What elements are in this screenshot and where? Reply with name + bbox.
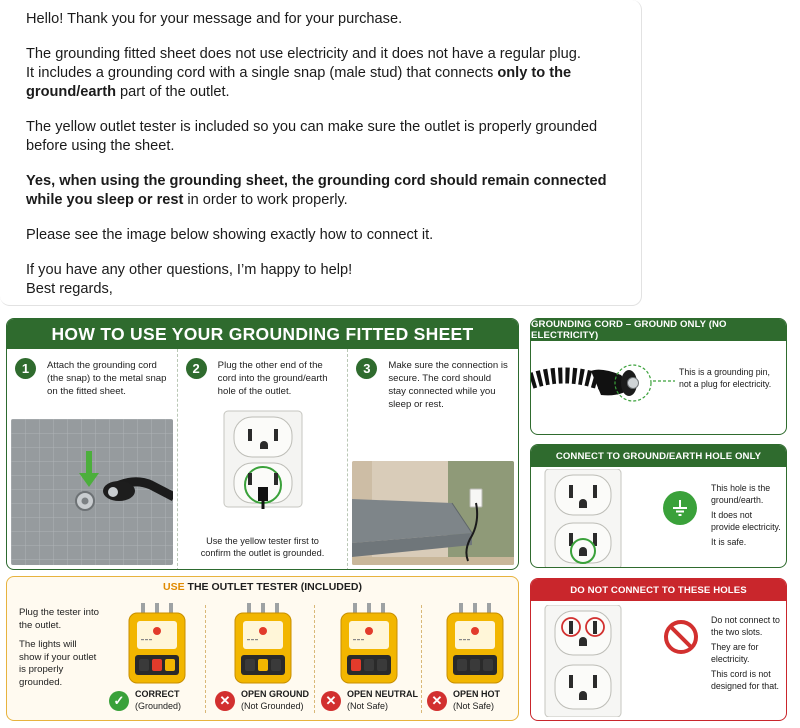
label-line bbox=[357, 639, 360, 640]
indicator-light bbox=[364, 659, 374, 671]
donot-panel-title: DO NOT CONNECT TO THESE HOLES bbox=[531, 579, 786, 601]
outlet-plug-image bbox=[218, 409, 308, 509]
connect-panel-text bbox=[711, 483, 783, 553]
step-3 bbox=[348, 349, 518, 570]
tester-result-open-hot bbox=[425, 599, 529, 717]
tester-instruction-2: The lights will show if your outlet is properly grounded. bbox=[19, 639, 97, 688]
result-title: OPEN GROUND bbox=[241, 689, 310, 699]
cord-text-2: not a plug for electricity. bbox=[679, 378, 772, 389]
steps-row bbox=[7, 349, 518, 570]
step-text: Make sure the connection is secure. The cord should stay connected while you sleep or rest. bbox=[388, 360, 508, 410]
label-line bbox=[141, 639, 144, 640]
guide-panel bbox=[6, 318, 519, 570]
tester-result-correct bbox=[107, 599, 211, 717]
indicator-light bbox=[351, 659, 361, 671]
result-title: OPEN NEUTRAL bbox=[347, 689, 419, 699]
tester-device-icon bbox=[425, 599, 529, 685]
p1-bold: only to the ground/earth bbox=[26, 65, 572, 100]
tester-device-icon bbox=[319, 599, 423, 685]
label-line bbox=[463, 639, 466, 640]
tester-result-open-neutral bbox=[319, 599, 423, 717]
indicator-light bbox=[258, 659, 268, 671]
greeting: Hello! Thank you for your message and for your purchase. bbox=[26, 11, 403, 27]
label-line bbox=[251, 639, 254, 640]
step-number: 1 bbox=[15, 358, 36, 379]
message-paragraph-5: If you have any other questions, I’m happy to help! bbox=[26, 262, 353, 278]
result-sub: (Not Safe) bbox=[453, 700, 495, 711]
x-icon: ✕ bbox=[427, 691, 447, 711]
ground-icon bbox=[670, 498, 690, 518]
step-text: Attach the grounding cord (the snap) to the metal snap on the fitted sheet. bbox=[47, 360, 167, 397]
label-line bbox=[361, 639, 364, 640]
indicator-light bbox=[483, 659, 493, 671]
p1-line-b: It includes a grounding cord with a single snap (male stud) that connects bbox=[26, 65, 498, 81]
connect-text-2: It does not provide electricity. bbox=[711, 510, 781, 532]
result-label bbox=[215, 689, 317, 712]
tester-panel bbox=[6, 576, 519, 721]
donot-text-2: They are for electricity. bbox=[711, 642, 759, 664]
sheet-snap-image bbox=[11, 419, 173, 565]
result-label bbox=[109, 689, 211, 712]
indicator-light bbox=[470, 659, 480, 671]
connect-text-3: It is safe. bbox=[711, 537, 747, 547]
cord-panel-title: GROUNDING CORD – GROUND ONLY (NO ELECTRICITY) bbox=[531, 319, 786, 341]
prohibited-icon bbox=[663, 619, 699, 655]
indicator-light bbox=[377, 659, 387, 671]
sheet-snap-illustration bbox=[11, 419, 173, 565]
donot-text-3: This cord is not designed for that. bbox=[711, 669, 779, 691]
label-line bbox=[145, 639, 148, 640]
signoff: Best regards, bbox=[26, 281, 113, 297]
label-line bbox=[149, 639, 152, 640]
message-paragraph-3 bbox=[26, 172, 616, 210]
label-line bbox=[255, 639, 258, 640]
message-paragraph-4: Please see the image below showing exactly how to connect it. bbox=[26, 227, 434, 243]
divider bbox=[205, 605, 206, 713]
indicator-light bbox=[245, 659, 255, 671]
outlet-slots-illustration bbox=[541, 605, 625, 717]
label-line bbox=[247, 639, 250, 640]
outlet-ground-illustration bbox=[541, 469, 625, 568]
message-paragraph-2: The yellow outlet tester is included so you can make sure the outlet is properly grounded before using the sheet. bbox=[26, 119, 598, 154]
step-number: 2 bbox=[186, 358, 207, 379]
tester-logo bbox=[471, 627, 479, 635]
result-sub: (Grounded) bbox=[135, 700, 182, 711]
p3-bold: Yes, when using the grounding sheet, the grounding cord should remain connected while you sleep or rest bbox=[26, 173, 607, 208]
tester-logo bbox=[365, 627, 373, 635]
guide-title: HOW TO USE YOUR GROUNDING FITTED SHEET bbox=[7, 319, 518, 349]
connect-panel bbox=[530, 444, 787, 568]
tester-title-use: USE bbox=[163, 581, 185, 593]
tester-instruction-1: Plug the tester into the outlet. bbox=[19, 607, 99, 631]
result-label bbox=[321, 689, 423, 712]
result-label bbox=[427, 689, 529, 712]
indicator-light bbox=[457, 659, 467, 671]
x-icon: ✕ bbox=[215, 691, 235, 711]
tester-device-icon bbox=[213, 599, 317, 685]
indicator-light bbox=[139, 659, 149, 671]
indicator-light bbox=[271, 659, 281, 671]
tester-result-open-ground bbox=[213, 599, 317, 717]
indicator-light bbox=[152, 659, 162, 671]
tester-device-icon bbox=[107, 599, 211, 685]
cord-panel bbox=[530, 318, 787, 435]
cord-text-1: This is a grounding pin, bbox=[679, 367, 770, 377]
indicator-light bbox=[165, 659, 175, 671]
p3-rest: in order to work properly. bbox=[183, 192, 348, 208]
connect-text-1: This hole is the ground/earth. bbox=[711, 483, 771, 505]
step-2 bbox=[178, 349, 349, 570]
step-note: Use the yellow tester first to confirm the outlet is grounded. bbox=[200, 536, 325, 558]
bed-illustration bbox=[352, 461, 514, 565]
bed-image bbox=[352, 461, 514, 565]
cord-panel-text bbox=[679, 367, 771, 390]
tester-title-rest: THE OUTLET TESTER (INCLUDED) bbox=[184, 581, 362, 593]
label-line bbox=[353, 639, 356, 640]
result-title: OPEN HOT bbox=[453, 689, 501, 699]
p1-line-c: part of the outlet. bbox=[116, 84, 230, 100]
result-title: CORRECT bbox=[135, 689, 180, 699]
outlet-plug-illustration bbox=[218, 409, 308, 509]
step-number: 3 bbox=[356, 358, 377, 379]
check-icon: ✓ bbox=[109, 691, 129, 711]
message-paragraph-1 bbox=[26, 45, 641, 102]
donot-panel bbox=[530, 578, 787, 721]
connect-panel-title: CONNECT TO GROUND/EARTH HOLE ONLY bbox=[531, 445, 786, 467]
message-bubble bbox=[0, 0, 642, 306]
x-icon: ✕ bbox=[321, 691, 341, 711]
label-line bbox=[467, 639, 470, 640]
tester-instructions bbox=[19, 607, 101, 696]
ground-symbol-icon bbox=[663, 491, 697, 525]
step-1 bbox=[7, 349, 178, 570]
no-entry-icon bbox=[663, 619, 699, 655]
tester-title bbox=[7, 581, 518, 593]
p1-line-a: The grounding fitted sheet does not use electricity and it does not have a regular plug. bbox=[26, 46, 581, 62]
donot-text-1: Do not connect to the two slots. bbox=[711, 615, 780, 637]
tester-logo bbox=[153, 627, 161, 635]
divider bbox=[421, 605, 422, 713]
tester-logo bbox=[259, 627, 267, 635]
result-sub: (Not Safe) bbox=[347, 700, 389, 711]
result-sub: (Not Grounded) bbox=[241, 700, 304, 711]
step-text: Plug the other end of the cord into the ground/earth hole of the outlet. bbox=[217, 360, 328, 397]
label-line bbox=[459, 639, 462, 640]
divider bbox=[314, 605, 315, 713]
donot-panel-text bbox=[711, 615, 783, 696]
